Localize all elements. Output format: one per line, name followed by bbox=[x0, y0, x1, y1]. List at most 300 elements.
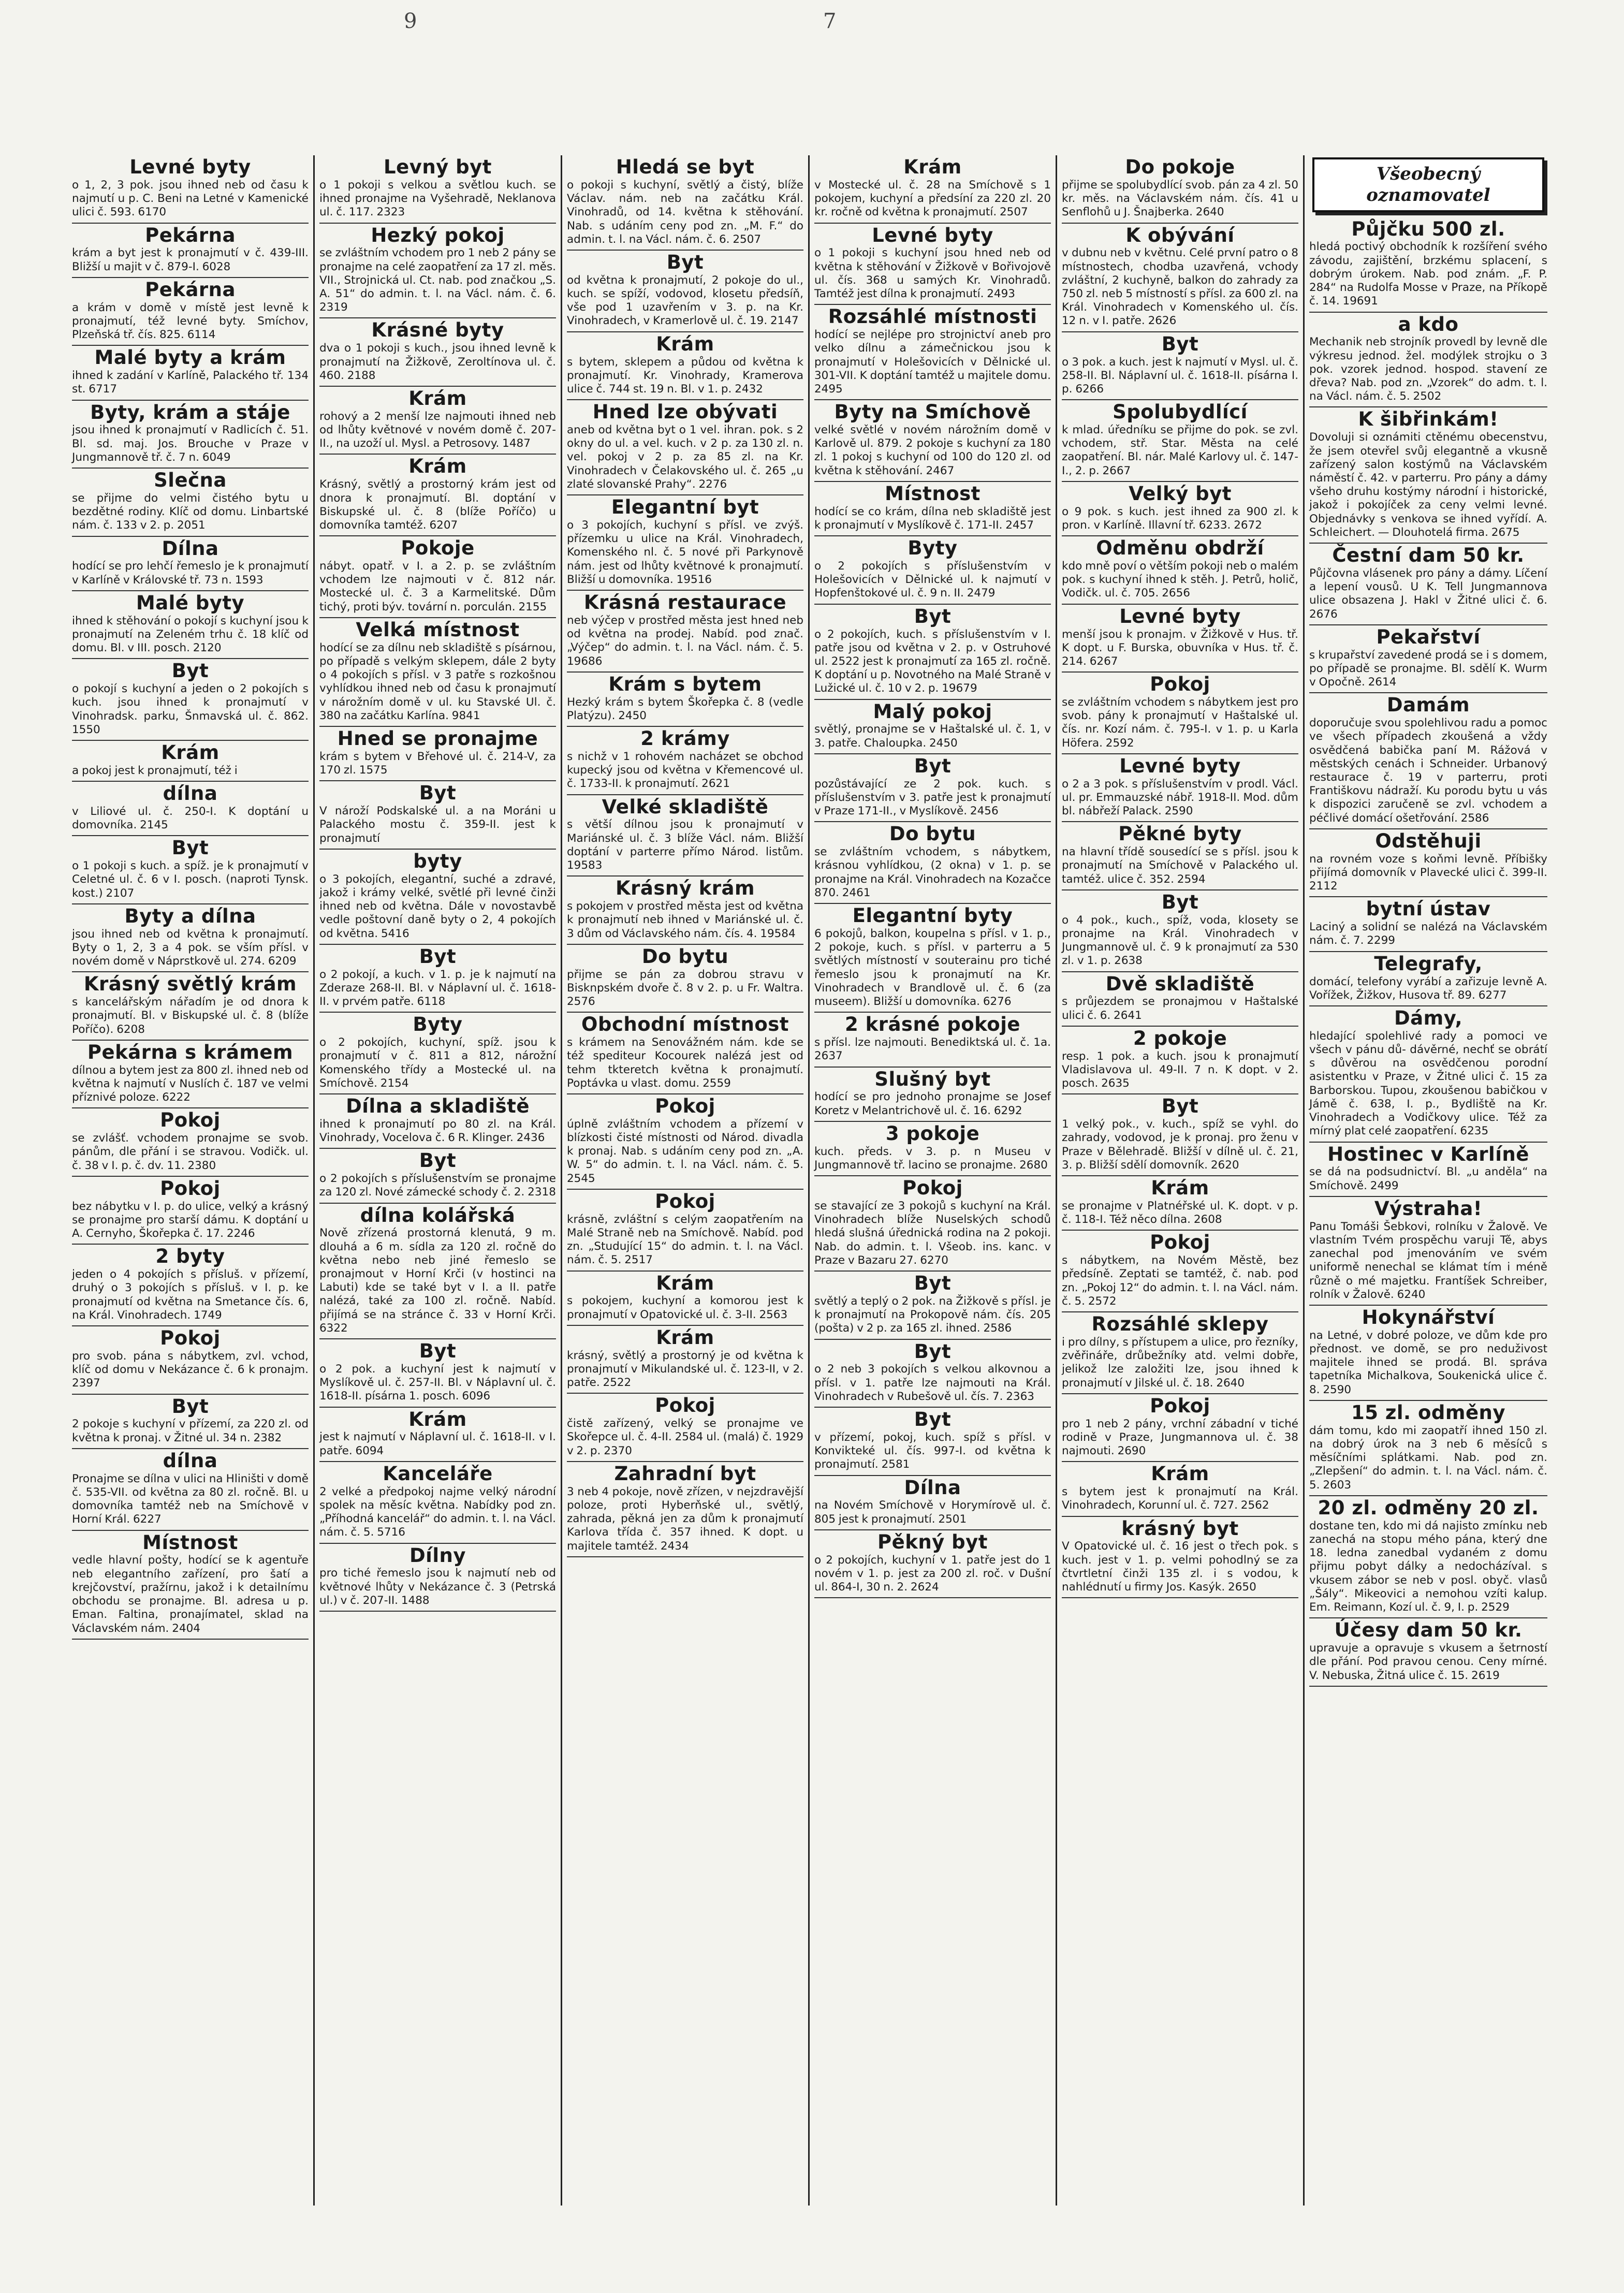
ad-heading: Do bytu bbox=[889, 823, 976, 845]
ad-heading: Krásný krám bbox=[615, 877, 755, 900]
classified-ad bbox=[1062, 1462, 1298, 1516]
ad-text: pozůstávající ze 2 pok. kuch. s příslušenstvím v 3. patře jest k pronajmutí v Praze 171-II., v Myslíkově. 2456 bbox=[814, 777, 1051, 818]
classified-ad bbox=[814, 1013, 1051, 1067]
ad-text: Panu Tomáši Šebkovi, rolníku v Žalově. Ve vlastním Tvém prospěchu varuji Tě, abys zanechal pod jmenováním ve svém uniformě nenechal se klámat tím i méně různě o mé majetku. Frantíšek Schreiber, rolník v Žalově. 6240 bbox=[1309, 1220, 1547, 1301]
ad-heading: Levné byty bbox=[1119, 754, 1241, 777]
ad-heading: Krásné byty bbox=[371, 319, 504, 342]
ad-heading: 2 pokoje bbox=[1133, 1027, 1227, 1049]
classified-ad bbox=[72, 659, 309, 741]
ad-text: o 3 pokojích, elegantní, suché a zdravé, jakož i krámy velké, světlé při levné činži ihned neb od května. Dále v novostavbě vedle poštovní daně byty o 2, 4 pokojích od května. 5416 bbox=[319, 872, 556, 940]
classified-ad bbox=[1062, 332, 1298, 401]
ad-text: čistě zařízený, velký se pronajme ve Skořepce ul. č. 4-II. 2584 ul. (malá) č. 1929 v 2. p. 2370 bbox=[567, 1417, 803, 1457]
ad-text: pro 1 neb 2 pány, vrchní zábadní v tiché rodině v Praze, Jungmannova ul. č. 38 najmouti. 2690 bbox=[1062, 1417, 1298, 1458]
ad-text: o 2 pokojí, a kuch. v 1. p. je k najmutí na Zderaze 268-II. Bl. v Náplavní ul. č. 1618-II. v prvém patře. 6118 bbox=[319, 968, 556, 1009]
ad-text: o 3 pokojích, kuchyní s přísl. ve zvýš. přízemku u ulice na Král. Vinohradech, Komenského nl. č. 5 nové při Parkynově nám. jest od lhůty květnové k pronajmutí. Bližší u domovníka. 19516 bbox=[567, 518, 803, 586]
ad-heading: Krám bbox=[408, 455, 467, 478]
ad-text: Pronajme se dílna v ulici na Hliništi v domě č. 535-VII. od května za 80 zl. ročně. Bl. u domovníka tamtéž neb na Smíchově v Horní Král. 6227 bbox=[72, 1472, 309, 1526]
classified-ad bbox=[319, 1462, 556, 1544]
classified-ad bbox=[1309, 1006, 1547, 1143]
ad-text: o 2 pokojích s příslušenstvím se pronajme za 120 zl. Nové zámecké schody č. 2. 2318 bbox=[319, 1172, 556, 1199]
ad-heading: Rozsáhlé místnosti bbox=[828, 305, 1037, 328]
ad-heading: Pekárna s krámem bbox=[87, 1041, 294, 1063]
ad-heading: Byt bbox=[914, 605, 952, 627]
classified-ad bbox=[319, 1544, 556, 1612]
ad-heading: Byty, krám a stáje bbox=[90, 401, 290, 423]
page-marks bbox=[0, 9, 1624, 35]
ad-heading: Pokoj bbox=[1150, 673, 1210, 696]
ad-heading: Levný byt bbox=[384, 156, 492, 178]
ad-text: se zvláštním vchodem, s nábytkem, krásnou vyhlídkou, (2 okna) v 1. p. se pronajme na Král. Vinohradech na Kozačce 870. 2461 bbox=[814, 845, 1051, 899]
ad-heading: Dílny bbox=[409, 1544, 466, 1567]
ad-text: jsou ihned k pronajmutí v Radlicích č. 51. Bl. sd. maj. Jos. Brouche v Praze v Jungmannově tř. č. 7 n. 6049 bbox=[72, 423, 309, 464]
ad-text: s krupařství zavedené prodá se i s domem, po případě se pronajme. Bl. sdělí K. Wurm v Opočně. 2614 bbox=[1309, 648, 1547, 689]
classified-ad bbox=[72, 155, 309, 224]
classified-ad bbox=[1309, 407, 1547, 544]
ad-heading: Krásná restaurace bbox=[583, 591, 787, 614]
classified-ad bbox=[567, 1013, 803, 1094]
ad-text: ihned k stěhování o pokojí s kuchyní jsou k pronajmutí na Zeleném trhu č. 18 klíč od domu. Bl. v III. posch. 2120 bbox=[72, 614, 309, 655]
classified-ad bbox=[1309, 1496, 1547, 1618]
ad-text: s pokojem v prostřed města jest od května k pronajmutí neb ihned v Mariánské ul. č. 3 dům od Václavského nám. čís. 4. 19584 bbox=[567, 900, 803, 940]
ad-text: Laciný a solidní se nalézá na Václavském nám. č. 7. 2299 bbox=[1309, 921, 1547, 947]
ad-heading: 3 pokoje bbox=[885, 1122, 980, 1145]
ad-heading: Zahradní byt bbox=[614, 1462, 756, 1485]
ad-heading: Dílna bbox=[162, 537, 219, 560]
ad-heading: byty bbox=[413, 850, 462, 872]
classified-ad bbox=[319, 536, 556, 618]
ad-text: ihned k zadání v Karlíně, Palackého tř. 134 st. 6717 bbox=[72, 369, 309, 396]
ad-text: na rovném voze s koňmi levně. Příbišky přijímá domovník v Plavecké ulici č. 399-II. 2112 bbox=[1309, 852, 1547, 893]
classified-ad bbox=[567, 1326, 803, 1394]
ad-text: o pokojí s kuchyní a jeden o 2 pokojích s kuch. jsou ihned k pronajmutí v Vinohradsk. parku, Šnmavská ul. č. 862. 1550 bbox=[72, 682, 309, 736]
column-4 bbox=[810, 155, 1057, 2206]
page-mark-right: 7 bbox=[823, 9, 837, 33]
ad-text: se pronajme v Platnéřské ul. K. dopt. v p. č. 118-I. Též něco dílna. 2608 bbox=[1062, 1199, 1298, 1226]
classified-ad bbox=[319, 1013, 556, 1094]
classified-ad bbox=[1062, 1394, 1298, 1463]
ad-heading: K šibřinkám! bbox=[1358, 408, 1499, 431]
ad-text: se stavající ze 3 pokojů s kuchyní na Král. Vinohradech blíže Nuselských schodů hledá slušná úřednická rodina na 2 pokoji. Nab. do admin. t. l. Všeob. ins. kanc. v Praze v Bazaru 27. 6270 bbox=[814, 1199, 1051, 1267]
ad-text: na hlavní třídě sousedící se s přísl. jsou k pronajmutí na Smíchově v Palackého ul. tamtéž. ulice č. 352. 2594 bbox=[1062, 845, 1298, 886]
ad-text: s krámem na Senovážném nám. kde se též spediteur Kocourek nalézá jest od tehm tkteretch května k pronajmutí. Poptávka u vlast. domu. 2559 bbox=[567, 1036, 803, 1090]
ad-heading: Elegantní byt bbox=[611, 496, 759, 519]
classified-ad bbox=[567, 400, 803, 495]
ad-heading: Místnost bbox=[885, 482, 981, 505]
classified-ad bbox=[1309, 1143, 1547, 1197]
classified-ad bbox=[1062, 1312, 1298, 1394]
ad-heading: Slečna bbox=[154, 469, 227, 492]
ad-heading: Odstěhuji bbox=[1375, 829, 1482, 852]
classified-ad bbox=[72, 278, 309, 346]
classified-ad bbox=[319, 1149, 556, 1203]
ad-text: hodící se nejlépe pro strojnictví aneb pro velko dílnu a zámečnickou jsou k pronajmutí v Holešovicích v Dělnické ul. 301-VII. K doptání tamtéž u majitele domu. 2495 bbox=[814, 328, 1051, 396]
classified-ad bbox=[72, 904, 309, 973]
ad-text: o 9 pok. s kuch. jest ihned za 900 zl. k pron. v Karlíně. Illavní tř. 6233. 2672 bbox=[1062, 505, 1298, 532]
ad-text: menší jsou k pronajm. v Žižkově v Hus. tř. K dopt. u F. Burska, obuvníka v Hus. tř. č. 214. 6267 bbox=[1062, 627, 1298, 668]
ad-heading: Hledá se byt bbox=[616, 156, 755, 178]
column-1 bbox=[67, 155, 315, 2206]
classified-ad bbox=[814, 400, 1051, 482]
classified-ad bbox=[814, 482, 1051, 536]
ad-heading: Pokoj bbox=[655, 1190, 715, 1213]
ad-heading: Krám bbox=[656, 1272, 714, 1294]
ad-text: jeden o 4 pokojích s přísluš. v přízemí, druhý o 3 pokojích s přísluš. v I. p. ke pronajmutí od května na Smetance čís. 6, na Král. Vinohradech. 1749 bbox=[72, 1268, 309, 1322]
ad-heading: Dílna bbox=[904, 1476, 961, 1499]
classified-ad bbox=[567, 495, 803, 591]
classified-ad bbox=[1309, 1306, 1547, 1401]
ad-text: Dovoluji si oznámiti ctěnému obecenstvu, že jsem otevřel svůj elegantně a vkusně zařízený salon kostýmů na Václavském náměstí č. 42. v parterru. Pro pány a dámy všeho druhu kostýmy národní i historické, jakož i pokojíček za ceny velmi levné. Objednávky s venkova se ihned vyřídí. A. Schleichert. — Dlouhotelá firma. 2675 bbox=[1309, 431, 1547, 539]
classified-ad bbox=[1309, 829, 1547, 898]
ad-text: bez nábytku v I. p. do ulice, velký a krásný se pronajme pro starší dámu. K doptání u A. Cernyho, Škořepka č. 17. 2246 bbox=[72, 1200, 309, 1240]
ad-text: o 1, 2, 3 pok. jsou ihned neb od času k najmutí u p. C. Beni na Letné v Kamenické ulici č. 593. 6170 bbox=[72, 178, 309, 219]
ad-text: krásně, zvláštní s celým zaopatřením na Malé Straně neb na Smíchově. Nabíd. pod zn. „Studující 15“ do admin. t. l. na Václ. nám. č. 5. 2517 bbox=[567, 1213, 803, 1267]
ad-heading: Byt bbox=[1161, 332, 1199, 355]
ad-text: a pokoj jest k pronajmutí, též i bbox=[72, 764, 238, 777]
ad-text: o 2 pok. a kuchyní jest k najmutí v Myslíkově ul. č. 257-II. Bl. v Náplavní ul. č. 1618-II. písárna 1. posch. 6096 bbox=[319, 1362, 556, 1403]
classified-ad bbox=[1309, 693, 1547, 829]
ad-text: domácí, telefony vyrábí a zařizuje levně A. Vořížek, Žižkov, Husova tř. 89. 6277 bbox=[1309, 975, 1547, 1002]
ad-text: hodící se pro lehčí řemeslo je k pronajmutí v Karlíně v Královské tř. 73 n. 1593 bbox=[72, 560, 309, 587]
classified-ad bbox=[567, 795, 803, 877]
ad-text: o 2 pokojích, kuch. s příslušenstvím v I. patře jsou od května v 2. p. v Ostruhové ul. 2522 jest k pronajmutí za 165 zl. ročně. K doptání u p. Novotného na Malé Straně v Lužické ul. č. 10 v 2. p. 19679 bbox=[814, 627, 1051, 695]
ad-text: přijme se spolubydlící svob. pán za 4 zl. 50 kr. měs. na Václavském nám. čís. 41 u Senflohů u J. Šnajberka. 2640 bbox=[1062, 178, 1298, 219]
ad-heading: Telegrafy, bbox=[1374, 952, 1483, 975]
ad-heading: Pokoj bbox=[1150, 1394, 1210, 1417]
classified-ad bbox=[72, 782, 309, 836]
classified-ad bbox=[1062, 536, 1298, 605]
ad-heading: bytní ústav bbox=[1366, 898, 1491, 921]
ad-heading: Pekárna bbox=[145, 278, 236, 301]
ad-text: krám s bytem v Břehové ul. č. 214-V, za 170 zl. 1575 bbox=[319, 750, 556, 777]
ad-text: o 2 pokojích s příslušenstvím v Holešovicích v Dělnické ul. k najmutí v Hopfenštokové ul. č. 9 n. II. 2479 bbox=[814, 560, 1051, 600]
ad-heading: Krám bbox=[408, 1408, 467, 1430]
classified-ad bbox=[319, 387, 556, 455]
ad-heading: krásný byt bbox=[1121, 1517, 1239, 1540]
classified-ad bbox=[319, 727, 556, 781]
ad-text: o 2 pokojích, kuchyní, spíž. jsou k pronajmutí v č. 811 a 812, nárožní Komenského třídy a Mostecké ul. na Smíchově. 2154 bbox=[319, 1036, 556, 1090]
classified-ad bbox=[1309, 1401, 1547, 1496]
ad-heading: Byt bbox=[419, 1149, 457, 1172]
ad-heading: Malé byty a krám bbox=[94, 346, 286, 369]
ad-heading: Hned lze obývati bbox=[592, 401, 778, 423]
ad-heading: Byt bbox=[914, 1408, 952, 1431]
ad-text: nábyt. opatř. v I. a 2. p. se zvláštním vchodem lze najmouti v č. 812 nár. Mostecké ul. č. 3 a Karmelitské. Dům tichý, proti býv. tovární n. porculán. 2155 bbox=[319, 560, 556, 614]
classified-ad bbox=[72, 1531, 309, 1640]
classified-ad bbox=[1309, 1618, 1547, 1687]
classified-ad bbox=[814, 1530, 1051, 1599]
classified-ad bbox=[1062, 1094, 1298, 1176]
ad-heading: Velká místnost bbox=[356, 618, 520, 641]
ad-heading: Účesy dam 50 kr. bbox=[1334, 1619, 1523, 1642]
column-6 bbox=[1305, 155, 1552, 2206]
ad-text: rohový a 2 menší lze najmouti ihned neb od lhůty květnové v novém domě č. 207-II., na uzoží ul. Mysl. a Petrosovy. 1487 bbox=[319, 410, 556, 450]
ad-heading: Pěkné byty bbox=[1118, 823, 1242, 845]
ad-heading: Krám bbox=[903, 156, 962, 178]
classified-ad bbox=[319, 1339, 556, 1408]
classified-ad bbox=[567, 591, 803, 673]
ad-text: k mlad. úředníku se přijme do pok. se zvl. vchodem, stř. Star. Města na celé zaopatření. Bl. nár. Malé Karlovy ul. č. 147-I., 2. p. 2667 bbox=[1062, 423, 1298, 477]
classified-ad bbox=[814, 224, 1051, 305]
ad-heading: Krám bbox=[1151, 1463, 1209, 1485]
classified-ad bbox=[567, 1094, 803, 1190]
classified-ad bbox=[319, 850, 556, 945]
ad-heading: Pokoj bbox=[1150, 1231, 1210, 1254]
ad-text: o 1 pokoji s kuchyní jsou hned neb od května k stěhování v Žižkově v Bořivojově ul. čís. 368 u samých Kr. Vinohradů. Tamtéž jest dílna k pronajmutí. 2493 bbox=[814, 246, 1051, 300]
classified-ad bbox=[1309, 1197, 1547, 1306]
ad-text: dílnou a bytem jest za 800 zl. ihned neb od května k najmutí v Nuslích č. 187 ve velmi příznivé poloze. 6222 bbox=[72, 1063, 309, 1104]
ad-heading: Levné byty bbox=[1119, 605, 1241, 627]
ad-heading: Kanceláře bbox=[383, 1462, 493, 1485]
ad-text: o 2 pokojích, kuchyní v 1. patře jest do 1 novém v 1. p. jest za 200 zl. roč. v Dušní ul. 864-I, 30 n. 2. 2624 bbox=[814, 1553, 1051, 1594]
ad-heading: 2 byty bbox=[155, 1245, 225, 1268]
ad-text: kuch. předs. v 3. p. n Museu v Jungmannově tř. lacino se pronajme. 2680 bbox=[814, 1145, 1051, 1172]
ad-heading: Pokoj bbox=[160, 1109, 221, 1132]
classified-ad bbox=[567, 945, 803, 1013]
classified-ad bbox=[1309, 544, 1547, 625]
ad-heading: Pekařství bbox=[1376, 625, 1481, 648]
classified-ad bbox=[1062, 224, 1298, 332]
ad-text: s pokojem, kuchyní a komorou jest k pronajmutí v Opatovické ul. č. 3-II. 2563 bbox=[567, 1294, 803, 1321]
ad-heading: Slušný byt bbox=[874, 1068, 991, 1090]
ad-heading: dílna bbox=[163, 782, 218, 805]
ad-text: 2 velké a předpokoj najme velký národní spolek na měsíc května. Nabídky pod zn. „Příhodná kancelář“ do admin. t. l. na Václ. nám. č. 5. 5716 bbox=[319, 1485, 556, 1539]
ad-text: aneb od května byt o 1 vel. ihran. pok. s 2 okny do ul. a vel. kuch. v 2 p. za 130 zl. n. vel. pokoj v 2 p. za 85 zl. na Kr. Vinohradech v Čelakovského ul. č. 265 „u zlaté slovanské Prahy“. 2276 bbox=[567, 423, 803, 491]
classified-ad bbox=[814, 1408, 1051, 1476]
ad-text: o 3 pok. a kuch. jest k najmutí v Mysl. ul. č. 258-II. Bl. Náplavní ul. č. 1618-II. písárna I. p. 6266 bbox=[1062, 355, 1298, 396]
classified-ad bbox=[567, 1190, 803, 1272]
classified-ad bbox=[319, 455, 556, 536]
ad-text: V nároží Podskalské ul. a na Moráni u Palackého mostu č. 359-II. jest k pronajmutí bbox=[319, 805, 556, 845]
classified-ad bbox=[72, 1245, 309, 1326]
classified-ad bbox=[72, 1108, 309, 1177]
ad-text: jest k najmutí v Náplavní ul. č. 1618-II. v I. patře. 6094 bbox=[319, 1430, 556, 1457]
classified-ad bbox=[1062, 605, 1298, 673]
classified-ad bbox=[72, 836, 309, 904]
ad-heading: Hostinec v Karlíně bbox=[1327, 1143, 1529, 1165]
classified-ad bbox=[1309, 952, 1547, 1006]
classified-ad bbox=[1309, 313, 1547, 408]
classified-ad bbox=[1062, 1517, 1298, 1599]
page-mark-left: 9 bbox=[404, 9, 417, 33]
classified-ad bbox=[814, 1340, 1051, 1408]
classified-ad bbox=[567, 1462, 803, 1557]
classified-ad bbox=[1062, 482, 1298, 536]
ad-text: na Novém Smíchově v Horymírově ul. č. 805 jest k pronajmutí. 2501 bbox=[814, 1499, 1051, 1526]
column-3 bbox=[562, 155, 810, 2206]
ad-heading: Pokoj bbox=[655, 1094, 715, 1117]
ad-heading: Dámy, bbox=[1394, 1006, 1463, 1029]
classified-ad bbox=[567, 673, 803, 727]
ad-heading: 2 krásné pokoje bbox=[844, 1013, 1020, 1036]
ad-heading: Krám bbox=[408, 387, 467, 410]
ad-heading: Byty a dílna bbox=[124, 904, 256, 927]
ad-text: hledající spolehlivé rady a pomoci ve všech v pánu dů- dávěrné, nechť se obrátí s důvěrou na osvědčenou porodní asistentku v Praze, v Žitné ulici č. 15 za Barborskou. Tupou, zkoušenou babičkou v Jámě č. 638, I. p., Bydliště na Kr. Vinohradech a Vodičkovy ulice. Též za mírný plat celé zaopatření. 6235 bbox=[1309, 1029, 1547, 1138]
classified-ad bbox=[814, 1068, 1051, 1122]
ad-text: s nichž v 1 rohovém nacházet se obchod kupecký jsou od května v Křemencové ul. č. 1733-II. k pronajmutí. 2621 bbox=[567, 750, 803, 791]
classified-ad bbox=[319, 1094, 556, 1149]
ad-heading: Spolubydlící bbox=[1113, 401, 1248, 423]
classified-ad bbox=[72, 346, 309, 400]
ad-heading: Půjčku 500 zl. bbox=[1351, 217, 1505, 240]
classified-ad bbox=[567, 1272, 803, 1326]
ad-text: Krásný, světlý a prostorný krám jest od dnora k pronajmutí. Bl. doptání v Biskupské ul. č. 8 (blíže Poříčo) u domovníka tamtéž. 6207 bbox=[319, 478, 556, 532]
ad-text: neb výčep v prostřed města jest hned neb od května na prodej. Nabíd. pod znač. „Výčep“ do admin. t. l. na Václ. nám. č. 5. 19686 bbox=[567, 614, 803, 668]
classified-ad bbox=[814, 700, 1051, 754]
ad-heading: Místnost bbox=[142, 1531, 238, 1554]
ad-heading: Hokynářství bbox=[1362, 1306, 1495, 1328]
ad-text: Hezký krám s bytem Škořepka č. 8 (vedle Platýzu). 2450 bbox=[567, 695, 803, 722]
ad-heading: Byty bbox=[413, 1013, 463, 1036]
ad-text: 2 pokoje s kuchyní v přízemí, za 220 zl. od května k pronaj. v Žitné ul. 34 n. 2382 bbox=[72, 1418, 309, 1444]
ad-text: se zvláštním vchodem pro 1 neb 2 pány se pronajme na celé zaopatření za 17 zl. měs. VII., Strojnická ul. Ct. nab. pod značkou „S. A. 51“ do admin. t. l. na Václ. nám. č. 6. 2319 bbox=[319, 246, 556, 314]
ad-heading: Byt bbox=[171, 837, 209, 859]
ad-heading: Výstraha! bbox=[1374, 1197, 1483, 1220]
ad-text: světlý a teplý o 2 pok. na Žižkově s přísl. je k pronajmutí na Prokopově nám. čís. 205 (pošta) v 2 p. za 165 zl. ihned. 2586 bbox=[814, 1294, 1051, 1335]
classified-ad bbox=[319, 318, 556, 387]
ad-heading: Byt bbox=[419, 945, 457, 968]
ad-heading: 20 zl. odměny 20 zl. bbox=[1318, 1496, 1539, 1519]
classified-ad bbox=[72, 1449, 309, 1531]
ad-heading: Levné byty bbox=[129, 156, 251, 178]
ad-heading: Damám bbox=[1386, 694, 1470, 717]
ad-text: krásný, světlý a prostorný je od května k pronajmutí v Mikulandské ul. č. 123-II, v 2. patře. 2522 bbox=[567, 1349, 803, 1390]
ad-text: hodící se za dílnu neb skladiště s písárnou, po případě s velkým sklepem, dále 2 byty o 4 pokojích s přísl. v 3 patře s rozkošnou vyhlídkou ihned neb od času k pronajmutí v nárožním domě v ul. ku Stavské Ul. č. 380 na začátku Karlína. 9841 bbox=[319, 641, 556, 722]
ad-heading: Byt bbox=[419, 1340, 457, 1363]
ad-heading: Pokoj bbox=[655, 1394, 715, 1417]
classified-ad bbox=[72, 537, 309, 591]
ad-text: Nově zřízená prostorná klenutá, 9 m. dlouhá a 6 m. sídla za 120 zl. ročně do května nebo neb jiné řemeslo se pronajmout v Horní Krči (v hostinci na Labuti) kde se také byt v I. a II. patře nalézá, také za 100 zl. ročně. Nabíd. přijímá se na stránce č. 33 v Horní Krči. 6322 bbox=[319, 1226, 556, 1335]
classified-ad bbox=[814, 1122, 1051, 1176]
classified-ad bbox=[1062, 1176, 1298, 1231]
ad-text: dostane ten, kdo mi dá najisto zmínku neb zanechá na stopu mého pána, který dne 18. ledna zanedbal vydaném z domu přijmu pobyt dálky a nedocházíval. s vkusem zábor se neb v posl. obyč. vlasů „Šály“. Mikeovici a nemohou vzíti kalup. Em. Reimann, Kozí ul. č. 9, I. p. 2529 bbox=[1309, 1519, 1547, 1614]
ad-heading: Byt bbox=[914, 1272, 952, 1295]
ad-heading: Levné byty bbox=[872, 224, 993, 246]
ad-text: upravuje a opravuje s vkusem a šetrností dle přání. Pod pravou cenou. Ceny mírné. V. Nebuska, Žitná ulice č. 15. 2619 bbox=[1309, 1642, 1547, 1682]
classified-ad bbox=[814, 822, 1051, 904]
ad-heading: Velký byt bbox=[1129, 482, 1232, 505]
classifieds-page bbox=[67, 155, 1569, 2206]
ad-text: dva o 1 pokoji s kuch., jsou ihned levně k pronajmutí na Žižkově, Zeroltínova ul. č. 460. 2188 bbox=[319, 342, 556, 382]
ad-text: a krám v domě v místě jest levně k pronajmutí, též levné byty. Smíchov, Plzeňská tř. čís. 825. 6114 bbox=[72, 301, 309, 342]
ad-text: o 1 pokoji s kuch. a spíž. je k pronajmutí v Celetné ul. č. 6 v I. posch. (naproti Tynsk. kost.) 2107 bbox=[72, 859, 309, 900]
classified-ad bbox=[1062, 400, 1298, 482]
ad-heading: Čestní dam 50 kr. bbox=[1332, 544, 1525, 567]
ad-text: v přízemí, pokoj, kuch. spíž s přísl. v Konvikteké ul. čís. 997-I. od května k pronajmutí. 2581 bbox=[814, 1430, 1051, 1471]
classified-ad bbox=[567, 155, 803, 251]
ad-heading: Hned se pronajme bbox=[337, 727, 538, 750]
classified-ad bbox=[814, 605, 1051, 700]
ad-text: hledá poctivý obchodník k rozšíření svého závodu, zajištění, brzkému splacení, s dobrým úrokem. Nab. pod znám. „F. P. 284“ na Rudolfa Mosse v Praze, na Příkopě č. 14. 19691 bbox=[1309, 240, 1547, 308]
classified-ad bbox=[319, 1204, 556, 1340]
ad-text: pro svob. pána s nábytkem, zvl. vchod, klíč od domu v Nekázance č. 6 k pronajm. 2397 bbox=[72, 1349, 309, 1390]
ad-text: velké světlé v novém nárožním domě v Karlově ul. 879. 2 pokoje s kuchyní za 180 zl. 1 pokoj s kuchyní od 100 do 120 zl. od května k stěhování. 2467 bbox=[814, 423, 1051, 477]
classified-ad bbox=[814, 754, 1051, 823]
ad-text: v Liliové ul. č. 250-I. K doptání u domovníka. 2145 bbox=[72, 805, 309, 832]
classified-ad bbox=[567, 332, 803, 401]
ad-text: o 2 neb 3 pokojích s velkou alkovnou a přísl. v 1. patře lze najmouti na Král. Vinohradech v Rubešově ul. čís. 7. 2363 bbox=[814, 1363, 1051, 1403]
ad-text: vedle hlavní pošty, hodící se k agentuře neb elegantního zařízení, pro šatí a krejčovství, pražírnu, jakož i k detailnímu obchodu se pronajme. Bl. adresa u p. Eman. Faltina, pronajímatel, sklad na Václavském nám. 2404 bbox=[72, 1554, 309, 1635]
ad-text: světlý, pronajme se v Haštalské ul. č. 1, v 3. patře. Chaloupka. 2450 bbox=[814, 723, 1051, 750]
ad-heading: Krásný světlý krám bbox=[83, 973, 297, 996]
classified-ad bbox=[567, 877, 803, 945]
column-5 bbox=[1057, 155, 1305, 2206]
ad-text: o 2 a 3 pok. s příslušenstvím v prodl. Václ. ul. pr. Emmauzské nábř. 1918-II. Mod. dům bl. nábřeží Palack. 2590 bbox=[1062, 777, 1298, 818]
classified-ad bbox=[72, 1041, 309, 1109]
ad-text: 1 velký pok., v. kuch., spíž se vyhl. do zahrady, vodovod, je k pronaj. pro ženu v Praze v Bělehradě. Bližší v dílně ul. č. 21, 3. p. Bližší sdělí domovník. 2620 bbox=[1062, 1118, 1298, 1172]
classified-ad bbox=[319, 224, 556, 319]
ad-heading: Byt bbox=[1161, 1095, 1199, 1118]
ad-heading: Krám bbox=[656, 1326, 714, 1349]
classified-ad bbox=[1309, 897, 1547, 952]
classified-ad bbox=[567, 251, 803, 332]
ad-heading: K obývání bbox=[1125, 224, 1235, 246]
classified-ad bbox=[72, 972, 309, 1041]
ad-text: pro tiché řemeslo jsou k najmutí neb od květnové lhůty v Nekázance č. 3 (Petrská ul.) v č. 207-II. 1488 bbox=[319, 1567, 556, 1607]
ad-text: 3 neb 4 pokoje, nově zřízen, v nejzdravější poloze, proti Hyberňské ul., světlý, zahrada, pěkná jen za dům k pronajmutí Karlova třída č. 357 ihned. K dopt. u majitele tamtéž. 2434 bbox=[567, 1485, 803, 1553]
ad-heading: Obchodní místnost bbox=[581, 1013, 789, 1036]
ad-text: se zvlášť. vchodem pronajme se svob. pánům, dle přání i se stravou. Vodičk. ul. č. 38 v I. p. č. dv. 11. 2380 bbox=[72, 1132, 309, 1172]
ad-heading: Dílna a skladiště bbox=[346, 1094, 530, 1117]
ad-heading: dílna kolářská bbox=[360, 1204, 516, 1226]
classified-ad bbox=[1062, 155, 1298, 224]
ad-heading: Velké skladiště bbox=[602, 795, 769, 818]
ad-text: v Mostecké ul. č. 28 na Smíchově s 1 pokojem, kuchyní a předsíní za 220 zl. 20 kr. ročně od května k pronajmutí. 2507 bbox=[814, 178, 1051, 219]
classified-ad bbox=[814, 1176, 1051, 1272]
ad-text: dám tomu, kdo mi zaopatří ihned 150 zl. na dobrý úrok na 3 neb 6 měsíců s měsíčními splátkami. Nab. pod zn. „Zlepšení“ do admin. t. l. na Václ. nám. č. 5. 2603 bbox=[1309, 1424, 1547, 1492]
ad-heading: Krám bbox=[161, 741, 220, 764]
ad-text: na Letné, v dobré poloze, ve dům kde pro přednost. ve domě, se pro neduživost majitele ihned se prodá. Bl. správa tapetníka Michalkova, Soukenická ulice č. 8. 2590 bbox=[1309, 1328, 1547, 1396]
ad-heading: Do pokoje bbox=[1125, 156, 1235, 178]
classified-ad bbox=[319, 155, 556, 224]
ad-heading: Pokoj bbox=[902, 1177, 963, 1200]
classified-ad bbox=[814, 155, 1051, 224]
ad-text: 6 pokojů, balkon, koupelna s přísl. v 1. p., 2 pokoje, kuch. s přísl. v parterru a 5 světlých místností v souterainu pro tiché řemeslo jsou k pronajmutí na Kr. Vinohradech v Brandlově ul. č. 6 (za museem). Bližší u domovníka. 6276 bbox=[814, 927, 1051, 1009]
ad-heading: Krám s bytem bbox=[608, 673, 762, 695]
column-2 bbox=[315, 155, 562, 2206]
ad-heading: Hezký pokoj bbox=[371, 224, 505, 246]
ad-text: přijme se pán za dobrou stravu v Bisknpském dvoře č. 8 v 2. p. u Fr. Waltra. 2576 bbox=[567, 968, 803, 1009]
ad-text: v dubnu neb v květnu. Celé první patro o 8 místnostech, chodba uzavřená, vchody zvláštní, 2 kuchyně, balkon do zahrady za 750 zl. neb 5 místností s přísl. za 600 zl. na Král. Vinohradech v Komenského ul. čís. 12 n. v I. patře. 2626 bbox=[1062, 246, 1298, 328]
classified-ad bbox=[814, 904, 1051, 1013]
ad-heading: Krám bbox=[656, 332, 714, 355]
classified-ad bbox=[1062, 673, 1298, 754]
ad-heading: Byt bbox=[419, 782, 457, 805]
ad-heading: 2 krámy bbox=[640, 727, 730, 750]
ad-text: V Opatovické ul. č. 16 jest o třech pok. s kuch. jest v 1. p. velmi pohodlný se za čtvrtletní činži 135 zl. i s vodou, k nahlédnutí u firmy Jos. Kasýk. 2650 bbox=[1062, 1540, 1298, 1594]
ad-text: Půjčovna vlásenek pro pány a dámy. Líčení a lepení vousů. U K. Tell Jungmannova ulice obsazena J. Hakl v Žitné ulici č. 6. 2676 bbox=[1309, 566, 1547, 621]
classified-ad bbox=[814, 536, 1051, 605]
classified-ad bbox=[1062, 1231, 1298, 1312]
classified-ad bbox=[814, 1272, 1051, 1340]
ad-heading: Pekárna bbox=[145, 224, 236, 246]
ad-text: s nábytkem, na Novém Městě, bez předsíně. Zeptati se tamtéž, č. nab. pod zn. „Pokoj 12“ do admin. t. l. na Václ. nám. č. 5. 2572 bbox=[1062, 1254, 1298, 1308]
ad-text: kdo mně poví o větším pokoji neb o malém pok. s kuchyní ihned k stěh. J. Petrů, holič, Vodičk. ul. č. 705. 2656 bbox=[1062, 560, 1298, 600]
ad-text: ihned k pronajmutí po 80 zl. na Král. Vinohrady, Vocelova č. 6 R. Klinger. 2436 bbox=[319, 1117, 556, 1145]
ad-text: se zvláštním vchodem s nábytkem jest pro svob. pány k pronajmutí v Haštalské ul. čís. nr. Kozí nám. č. 795-I. v 1. p. u Karla Höfera. 2592 bbox=[1062, 696, 1298, 750]
ad-text: úplně zvláštním vchodem a přízemí v blízkosti čisté místnosti od Národ. divadla k pronaj. Nab. s udáním ceny pod zn. „A. W. 5“ do admin. t. l. na Václ. nám. č. 5. 2545 bbox=[567, 1117, 803, 1185]
classified-ad bbox=[1062, 822, 1298, 890]
ad-heading: Byt bbox=[666, 251, 704, 273]
ad-text: o pokoji s kuchyní, světlý a čistý, blíže Václav. nám. neb na začátku Král. Vinohradů, od 14. května k stěhování. Nab. s udáním ceny pod zn. „M. F.“ do admin. t. l. na Václ. nám. č. 6. 2507 bbox=[567, 178, 803, 246]
ad-heading: 15 zl. odměny bbox=[1351, 1401, 1506, 1424]
ad-text: se přijme do velmi čistého bytu u bezdětné rodiny. Klíč od domu. Linbartské nám. č. 133 v 2. p. 2051 bbox=[72, 491, 309, 532]
ad-heading: Pokoje bbox=[401, 537, 475, 560]
classified-ad bbox=[1309, 625, 1547, 694]
ad-heading: Pěkný byt bbox=[877, 1530, 988, 1553]
ad-text: s průjezdem se pronajmou v Haštalské ulici č. 6. 2641 bbox=[1062, 995, 1298, 1022]
ad-heading: Byt bbox=[171, 660, 209, 682]
ad-text: doporučuje svou spolehlivou radu a pomoc ve všech případech zkoušená a vždy osvědčená babička paní M. Rážová v městských cenách i Schneider. Urbanový restaurace č. 19 v parterru, proti Františkovu nádraží. Ku porodu bytu u vás k dispozici zaručeně se zvl. vchodem a péčlivé domácí ošetřování. 2586 bbox=[1309, 717, 1547, 825]
